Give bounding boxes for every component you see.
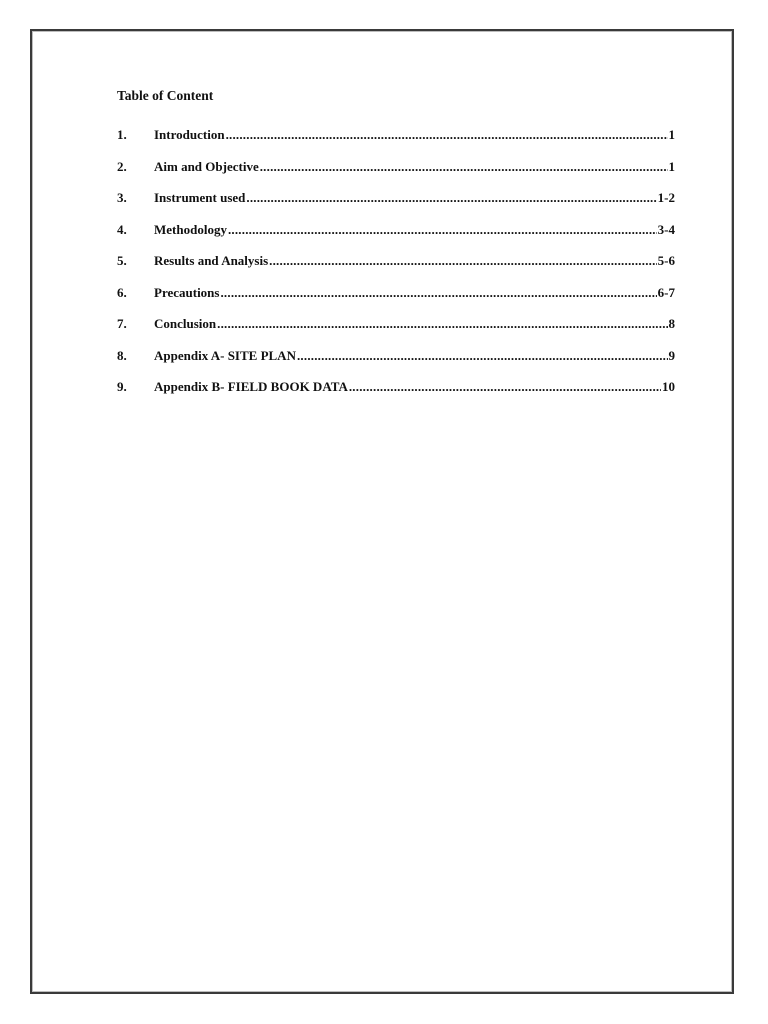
toc-entry-number: 6. [117, 284, 127, 300]
toc-entry-appendix-a [117, 348, 675, 380]
toc-entry-title: Instrument used [154, 190, 246, 205]
toc-entry-page: 6-7 [657, 284, 675, 300]
toc-entry-title: Appendix B- FIELD BOOK DATA [154, 379, 348, 394]
toc-entry-number: 8. [117, 347, 127, 363]
toc-entry-instrument-used [117, 190, 675, 222]
toc-entry-number: 1. [117, 127, 127, 142]
toc-list [117, 127, 675, 411]
toc-entry-page: 1 [668, 158, 675, 174]
toc-entry-results-and-analysis [117, 253, 675, 285]
toc-entry-number: 2. [117, 158, 127, 174]
toc-entry-aim-and-objective [117, 159, 675, 191]
toc-entry-title: Results and Analysis [154, 253, 269, 268]
toc-entry-number: 5. [117, 253, 127, 268]
toc-entry-page: 9 [668, 347, 675, 363]
toc-title: Table of Content [117, 88, 214, 103]
toc-dot-leader [349, 379, 661, 395]
toc-dot-leader [226, 127, 668, 143]
toc-dot-leader [297, 348, 668, 364]
toc-entry-introduction [117, 127, 675, 159]
toc-dot-leader [220, 285, 656, 301]
toc-entry-page: 1-2 [657, 190, 675, 205]
toc-entry-page: 1 [668, 127, 675, 142]
toc-entry-number: 4. [117, 221, 127, 237]
toc-entry-number: 7. [117, 316, 127, 331]
toc-entry-title: Appendix A- SITE PLAN [154, 347, 296, 363]
toc-dot-leader [217, 316, 667, 332]
toc-entry-title: Methodology [154, 221, 227, 237]
toc-entry-page: 8 [668, 316, 675, 331]
toc-entry-page: 3-4 [657, 221, 675, 237]
toc-entry-precautions [117, 285, 675, 317]
toc-entry-title: Conclusion [154, 316, 217, 331]
toc-dot-leader [246, 190, 656, 206]
toc-entry-number: 9. [117, 379, 127, 394]
toc-entry-methodology [117, 222, 675, 254]
toc-dot-leader [228, 222, 657, 238]
toc-dot-leader [260, 159, 668, 175]
toc-entry-title: Introduction [154, 127, 225, 142]
toc-entry-title: Aim and Objective [154, 158, 259, 174]
toc-dot-leader [269, 253, 657, 269]
toc-entry-number: 3. [117, 190, 127, 205]
toc-entry-page: 5-6 [657, 253, 675, 268]
toc-entry-title: Precautions [154, 284, 220, 300]
toc-entry-appendix-b [117, 379, 675, 411]
toc-entry-conclusion [117, 316, 675, 348]
toc-entry-page: 10 [662, 379, 675, 394]
